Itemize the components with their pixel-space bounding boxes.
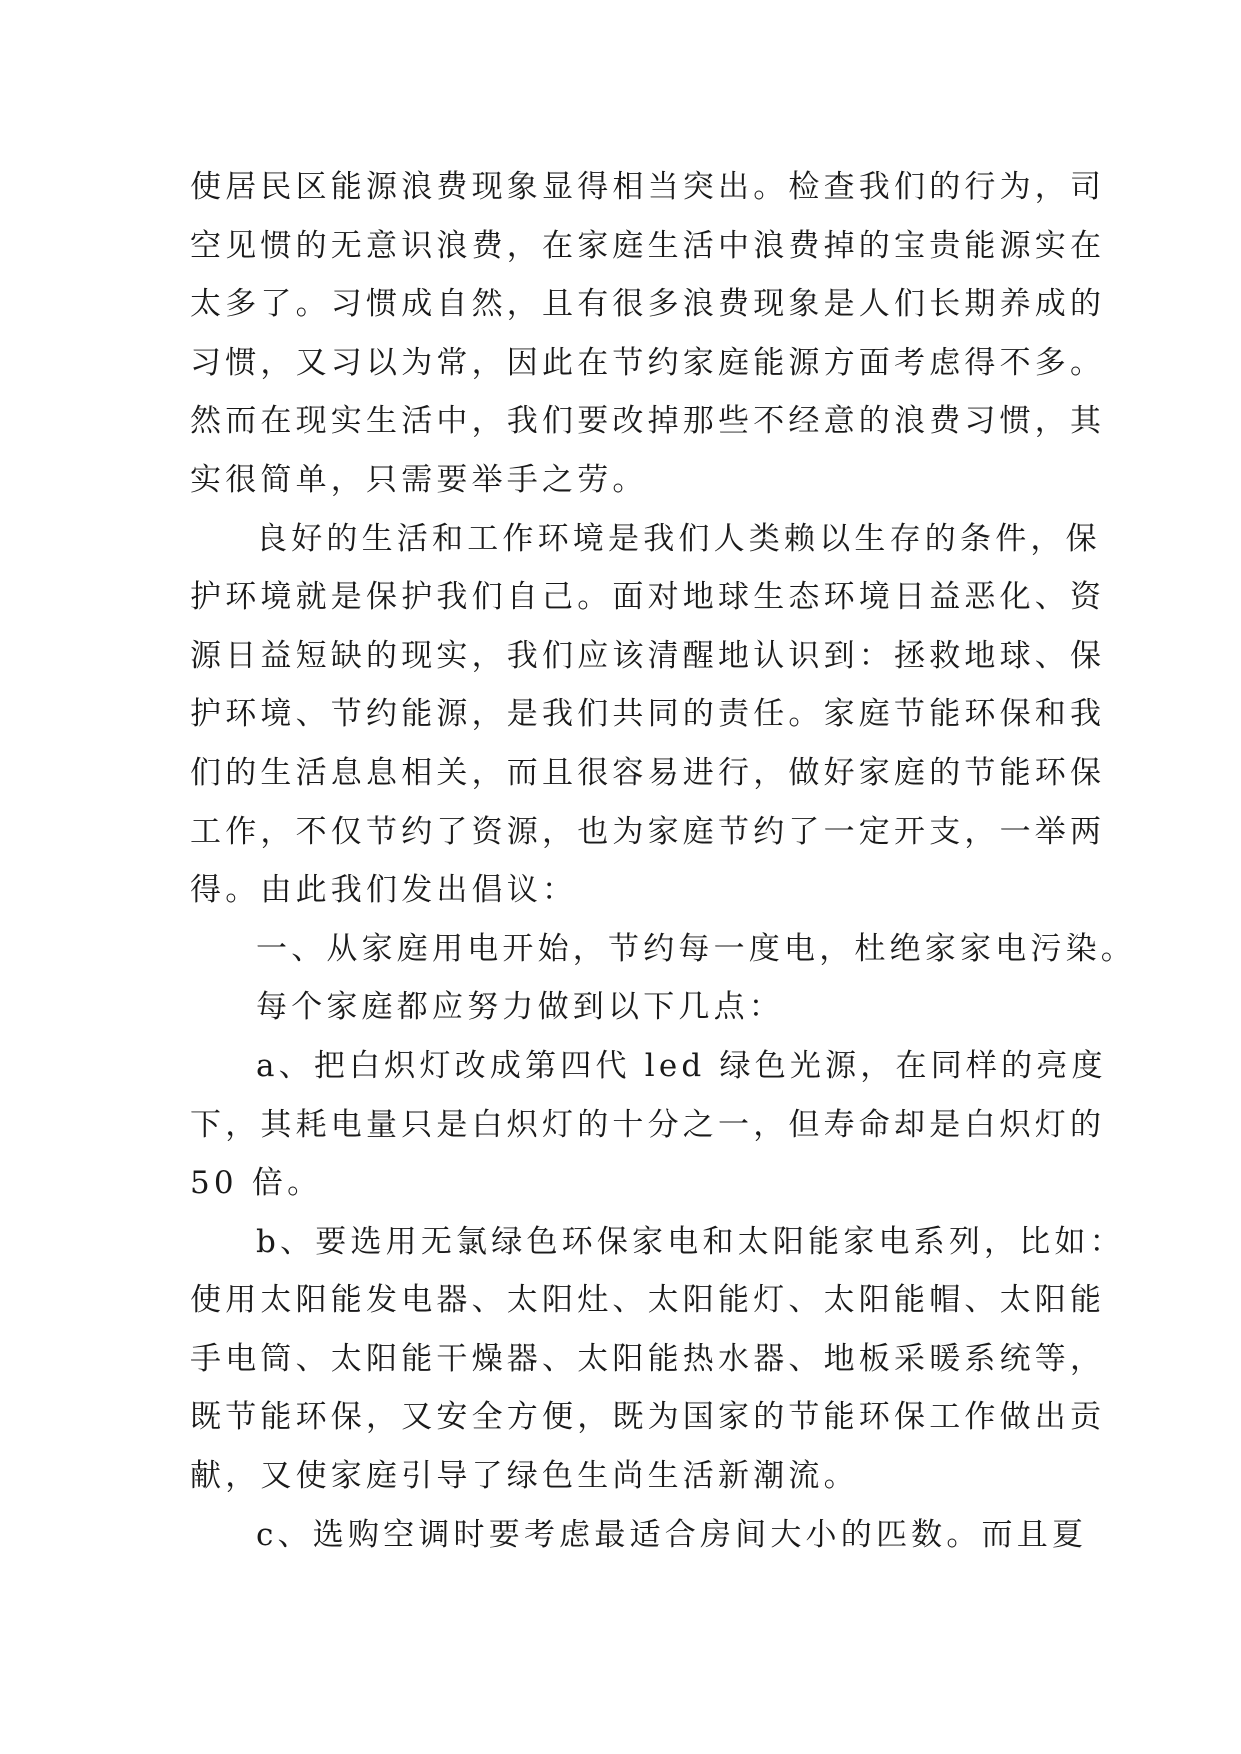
text-line: 习惯，又习以为常，因此在节约家庭能源方面考虑得不多。: [190, 344, 1106, 381]
text-line: 源日益短缺的现实，我们应该清醒地认识到：拯救地球、保: [190, 637, 1106, 674]
text-line: a、把白炽灯改成第四代 led 绿色光源，在同样的亮度: [256, 1047, 1107, 1084]
text-line: 们的生活息息相关，而且很容易进行，做好家庭的节能环保: [190, 754, 1106, 791]
text-line: 使居民区能源浪费现象显得相当突出。检查我们的行为，司: [190, 169, 1106, 205]
text-line: 护环境就是保护我们自己。面对地球生态环境日益恶化、资: [190, 579, 1106, 616]
text-line: 空见惯的无意识浪费，在家庭生活中浪费掉的宝贵能源实在: [190, 227, 1106, 264]
text-line: 良好的生活和工作环境是我们人类赖以生存的条件，保: [256, 520, 1101, 557]
text-line: 既节能环保，又安全方便，既为国家的节能环保工作做出贡: [190, 1399, 1106, 1436]
text-line: 献，又使家庭引导了绿色生尚生活新潮流。: [190, 1458, 859, 1495]
text-line: 50 倍。: [190, 1165, 323, 1202]
text-line: 实很简单，只需要举手之劳。: [190, 461, 648, 498]
text-line: 护环境、节约能源，是我们共同的责任。家庭节能环保和我: [190, 696, 1106, 733]
text-line: 使用太阳能发电器、太阳灶、太阳能灯、太阳能帽、太阳能: [190, 1282, 1106, 1319]
text-line: 然而在现实生活中，我们要改掉那些不经意的浪费习惯，其: [190, 403, 1106, 440]
text-line: c、选购空调时要考虑最适合房间大小的匹数。而且夏: [256, 1516, 1088, 1553]
text-line: 每个家庭都应努力做到以下几点：: [256, 989, 784, 1026]
text-line: 一、从家庭用电开始，节约每一度电，杜绝家家电污染。: [256, 930, 1136, 967]
text-line: 工作，不仅节约了资源，也为家庭节约了一定开支，一举两: [190, 813, 1106, 850]
text-line: b、要选用无氯绿色环保家电和太阳能家电系列，比如：: [256, 1223, 1125, 1260]
document-page: [190, 158, 1136, 1564]
text-line: 太多了。习惯成自然，且有很多浪费现象是人们长期养成的: [190, 286, 1106, 323]
text-line: 下，其耗电量只是白炽灯的十分之一，但寿命却是白炽灯的: [190, 1106, 1106, 1143]
text-line: 得。由此我们发出倡议：: [190, 872, 578, 909]
text-line: 手电筒、太阳能干燥器、太阳能热水器、地板采暖系统等，: [190, 1340, 1106, 1377]
